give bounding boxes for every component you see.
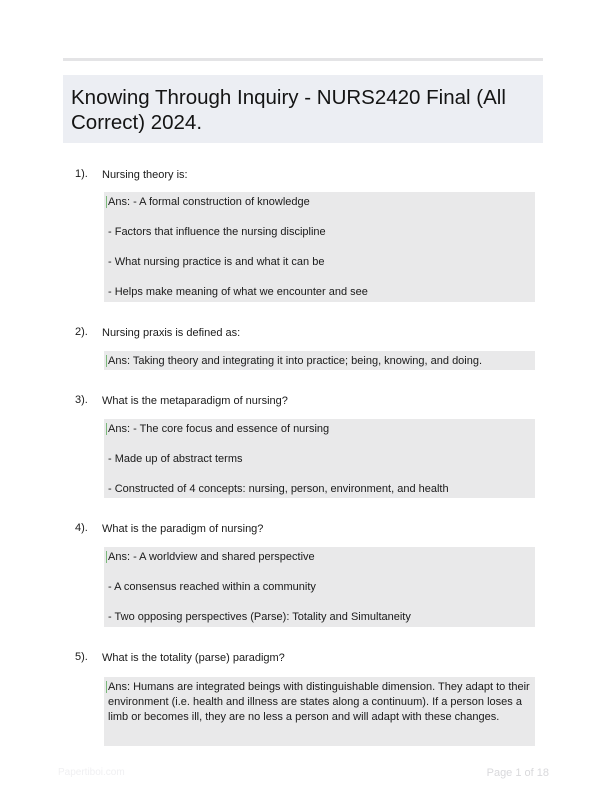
document-title: Knowing Through Inquiry - NURS2420 Final (All Correct) 2024. (71, 86, 506, 134)
answer-line: - A consensus reached within a community (108, 581, 316, 593)
answer-line: Ans: - A worldview and shared perspective (108, 547, 531, 577)
question-number: 5). (75, 651, 88, 663)
footer-watermark: Papertiboi.com (58, 767, 125, 778)
title-banner (63, 75, 543, 143)
answer-box (104, 419, 535, 498)
answer-line: Ans: - A formal construction of knowledge (108, 192, 531, 222)
question-number: 1). (75, 168, 88, 180)
question-text: What is the paradigm of nursing? (102, 523, 264, 535)
answer-line: - Made up of abstract terms (108, 453, 243, 465)
question-text: What is the totality (parse) paradigm? (102, 652, 285, 664)
answer-paragraph: Ans: Humans are integrated beings with distinguishable dimension. They adapt to their environment (i.e. health and illness are states along a continuum). If a person loses a limb or becomes ill, they are no less a person and will adapt with these changes. (108, 677, 531, 725)
question-block-3 (75, 393, 535, 495)
question-block-5 (75, 650, 535, 723)
question-text: What is the metaparadigm of nursing? (102, 395, 288, 407)
answer-line: - What nursing practice is and what it can be (108, 256, 325, 268)
question-text: Nursing theory is: (102, 169, 188, 181)
question-block-4 (75, 521, 535, 623)
answer-line: Ans: Taking theory and integrating it into practice; being, knowing, and doing. (108, 351, 531, 370)
question-block-2 (75, 325, 535, 367)
answer-box (104, 192, 535, 302)
page-number: Page 1 of 18 (486, 767, 549, 779)
question-block-1 (75, 167, 535, 298)
answer-line: Ans: - The core focus and essence of nursing (108, 419, 531, 449)
top-divider (63, 58, 543, 61)
question-number: 2). (75, 326, 88, 338)
question-number: 4). (75, 522, 88, 534)
question-text: Nursing praxis is defined as: (102, 327, 241, 339)
answer-box (104, 677, 535, 746)
answer-line: - Constructed of 4 concepts: nursing, person, environment, and health (108, 483, 449, 495)
answer-box (104, 547, 535, 627)
answer-line: - Factors that influence the nursing discipline (108, 226, 326, 238)
question-number: 3). (75, 394, 88, 406)
answer-line: - Helps make meaning of what we encounter and see (108, 286, 368, 298)
answer-box (104, 351, 535, 370)
answer-line: - Two opposing perspectives (Parse): Totality and Simultaneity (108, 611, 411, 623)
